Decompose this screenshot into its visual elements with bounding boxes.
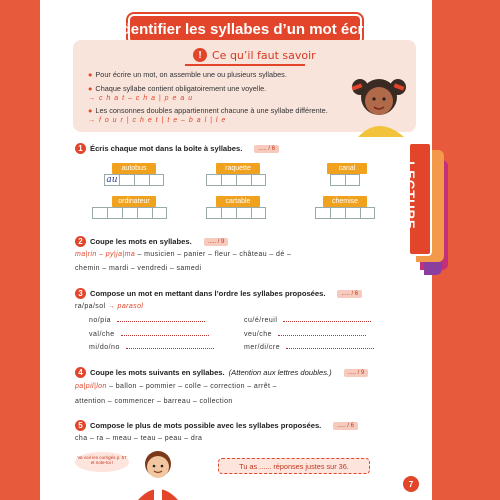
exercise-number: 5 [75, 420, 86, 431]
example-words: pa|pil|lon [75, 383, 107, 390]
word-tag: chemise [323, 196, 367, 207]
lecture-tab [402, 142, 432, 256]
syllable-box[interactable] [206, 174, 221, 186]
syllable-box[interactable] [236, 174, 251, 186]
syllable-box[interactable] [315, 207, 330, 219]
syllable-box[interactable] [251, 174, 266, 186]
syllable-box[interactable] [345, 207, 360, 219]
syllable-boxes[interactable] [92, 207, 167, 219]
example-line [75, 303, 143, 310]
syllable-box[interactable] [92, 207, 107, 219]
syllable-item [89, 344, 214, 351]
bullet-icon: ● [88, 70, 93, 79]
exercise-number: 2 [75, 236, 86, 247]
syllable-box[interactable] [345, 174, 360, 186]
exclamation-icon: ! [193, 48, 207, 62]
syllable-box[interactable]: au [104, 174, 119, 186]
score-badge: ..... / 9 [204, 238, 229, 246]
tip-rule [88, 106, 358, 125]
answer-line[interactable] [283, 321, 371, 322]
exercise-5-header [75, 420, 358, 431]
word-tag: autobus [112, 163, 156, 174]
tip-header [193, 46, 316, 64]
syllable-item [89, 331, 209, 338]
exercise-number: 3 [75, 288, 86, 299]
page-title: Identifier les syllabes d’un mot écrit [128, 14, 362, 44]
exercise-4-header [75, 367, 368, 378]
exercise-number: 4 [75, 367, 86, 378]
exercise-2-header [75, 236, 228, 247]
word-line: chemin – mardi – vendredi – samedi [75, 265, 202, 272]
word-tag: raquette [216, 163, 260, 174]
syllable-box[interactable] [330, 207, 345, 219]
bullet-icon: ● [88, 84, 93, 93]
answer-line[interactable] [121, 335, 209, 336]
exercise-instruction: Coupe les mots suivants en syllabes. [90, 368, 225, 377]
example-answer: → parasol [107, 303, 144, 310]
rule-example: → c h a t – c h a | p e a u [88, 95, 194, 102]
boy-illustration [128, 440, 188, 500]
word-tag: ordinateur [112, 196, 156, 207]
syllable-box[interactable] [137, 207, 152, 219]
syllables: val/che [89, 331, 115, 338]
syllable-item [89, 317, 205, 324]
hint-bubble: Va voir les corrigés p. 57 et note-toi ! [75, 452, 129, 472]
bullet-icon: ● [88, 106, 93, 115]
syllable-box[interactable] [236, 207, 251, 219]
syllable-box[interactable] [251, 207, 266, 219]
syllable-box[interactable] [360, 207, 375, 219]
syllable-box[interactable] [149, 174, 164, 186]
syllables: no/pia [89, 317, 112, 324]
word-line: attention – commencer – barreau – collection [75, 398, 233, 405]
tip-rule [88, 84, 358, 103]
syllable-item [244, 331, 366, 338]
exercise-number: 1 [75, 143, 86, 154]
syllables: mi/do/no [89, 344, 120, 351]
rule-text: Pour écrire un mot, on assemble une ou plusieurs syllabes. [95, 70, 287, 79]
exercise-instruction: Coupe les mots en syllabes. [90, 237, 192, 246]
syllable-box[interactable] [221, 207, 236, 219]
answer-line[interactable] [278, 335, 366, 336]
syllable-box[interactable] [206, 207, 221, 219]
syllables: cu/é/reuil [244, 317, 278, 324]
words-to-split: – ballon – pommier – colle – correction – arrêt – [106, 383, 277, 390]
answer-line[interactable] [126, 348, 214, 349]
exercise-instruction: Compose un mot en mettant dans l’ordre les syllabes proposées. [90, 289, 326, 298]
syllable-boxes[interactable] [206, 207, 266, 219]
tip-underline [185, 64, 305, 66]
words-to-split: – musicien – panier – fleur – château – dé – [135, 251, 292, 258]
syllable-boxes[interactable] [330, 174, 360, 186]
syllable-box[interactable] [119, 174, 134, 186]
score-badge: ..... / 6 [333, 422, 358, 430]
rule-example: → f o u r | c h e t | t e – b a l | l e [88, 117, 227, 124]
exercise-instruction: Compose le plus de mots possible avec les syllabes proposées. [90, 421, 322, 430]
syllable-box[interactable] [221, 174, 236, 186]
syllable-box[interactable] [152, 207, 167, 219]
result-box: Tu as ...... réponses justes sur 36. [218, 458, 370, 474]
girl-illustration [338, 67, 418, 137]
syllable-box[interactable] [134, 174, 149, 186]
score-badge: ..... / 6 [254, 145, 279, 153]
syllables: veu/che [244, 331, 273, 338]
syllable-box[interactable] [107, 207, 122, 219]
exercise-note: (Attention aux lettres doubles.) [228, 368, 332, 377]
tip-rule [88, 70, 358, 79]
word-tag: cartable [216, 196, 260, 207]
word-line [75, 251, 291, 258]
syllable-boxes[interactable] [206, 174, 266, 186]
score-badge: ..... / 6 [337, 290, 362, 298]
example-words: ma|rin – py|ja|ma [75, 251, 136, 258]
syllable-line: cha – ra – meau – teau – peau – dra [75, 435, 203, 442]
rule-text: Les consonnes doubles appartiennent chacune à une syllabe différente. [95, 106, 328, 115]
syllable-item [244, 344, 374, 351]
example-syllables: ra/pa/sol [75, 303, 106, 310]
syllable-item [244, 317, 371, 324]
page-number: 7 [402, 475, 420, 493]
answer-line[interactable] [117, 321, 205, 322]
tip-heading: Ce qu’il faut savoir [212, 48, 316, 62]
exercise-1-header [75, 143, 279, 154]
syllable-box[interactable] [122, 207, 137, 219]
exercise-3-header [75, 288, 362, 299]
lecture-label: LECTURE [402, 161, 418, 230]
answer-line[interactable] [286, 348, 374, 349]
exercise-instruction: Écris chaque mot dans la boîte à syllabes. [90, 144, 243, 153]
syllable-box[interactable] [330, 174, 345, 186]
syllable-boxes[interactable] [315, 207, 375, 219]
word-line [75, 383, 277, 390]
score-badge: ..... / 9 [344, 369, 369, 377]
rule-text: Chaque syllabe contient obligatoirement une voyelle. [95, 84, 267, 93]
syllable-boxes[interactable] [104, 174, 164, 186]
word-tag: canal [327, 163, 367, 174]
syllables: mer/di/cre [244, 344, 281, 351]
